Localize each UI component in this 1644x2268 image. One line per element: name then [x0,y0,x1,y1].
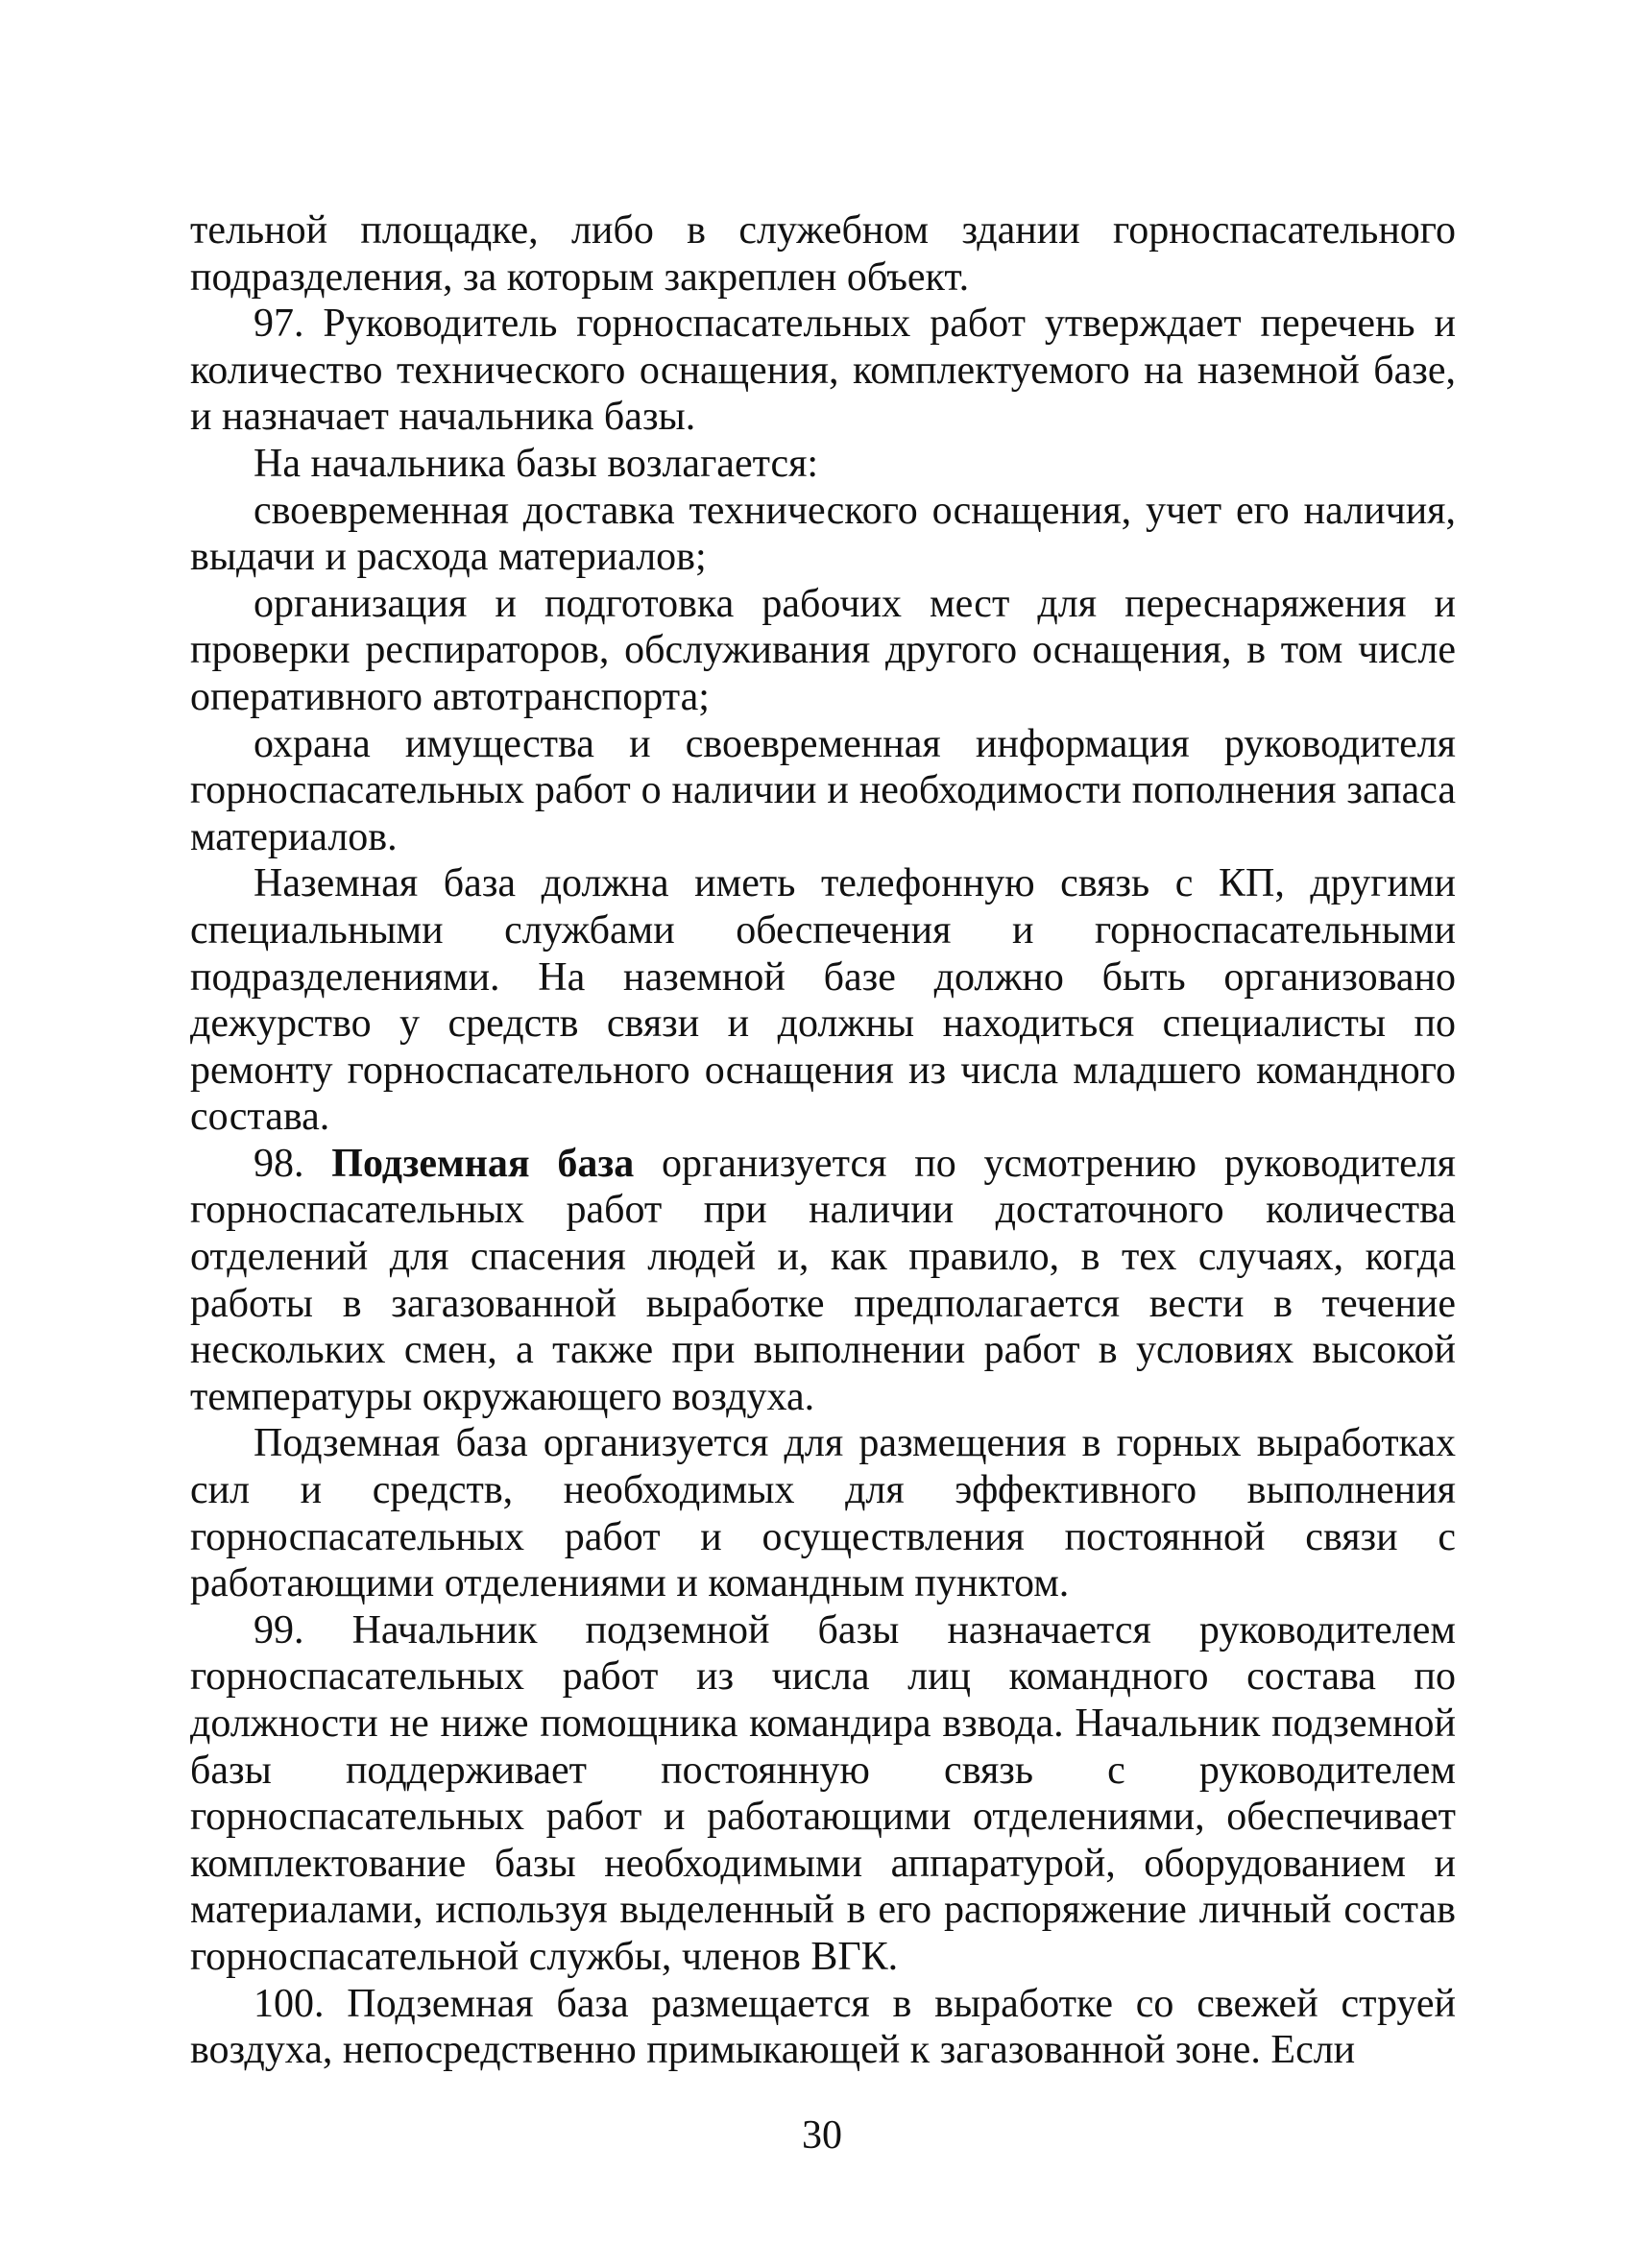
bold-term-underground-base: Подземная база [331,1141,635,1186]
paragraph-continuation: тельной площадке, либо в служебном здании горноспасательного подразделения, за которым закреплен объект. [190,208,1456,300]
paragraph-duty-workplaces: организация и подготовка рабочих мест для переснаряжения и проверки респираторов, обслуживания другого оснащения, в том числе оперативного автотранспорта; [190,581,1456,719]
paragraph-97: 97. Руководитель горноспасательных работ утверждает перечень и количество технического оснащения, комплектуемого на наземной базе, и назначает начальника базы. [190,302,1456,440]
paragraph-duty-security: охрана имущества и своевременная информация руководителя горноспасательных работ о наличии и необходимости пополнения запаса материалов. [190,721,1456,859]
body-text [190,207,1456,2074]
paragraph-surface-base-comms: Наземная база должна иметь телефонную связь с КП, другими специальными службами обеспечения и горноспасательными подразделениями. На наземной базе должно быть организовано дежурство у средств связи и должны находиться специалисты по ремонту горноспасательного оснащения из числа младшего командного состава. [190,861,1456,1140]
paragraph-99: 99. Начальник подземной базы назначается руководителем горноспасательных работ из числа лиц командного состава по должности не ниже помощника командира взвода. Начальник подземной базы поддерживает постоянную связь с руководителем горноспасательных работ и работающими отделениями, обеспечивает комплектование базы необходимыми аппаратурой, оборудованием и материалами, используя выделенный в его распоряжение личный состав горноспасательной службы, членов ВГК. [190,1607,1456,1979]
paragraph-duty-delivery: своевременная доставка технического оснащения, учет его наличия, выдачи и расхода материалов; [190,488,1456,580]
paragraph-98 [190,1141,1456,1421]
paragraph-98-text: организуется по усмотрению руководителя горноспасательных работ при наличии достаточного количества отделений для спасения людей и, как правило, в тех случаях, когда работы в загазованной выработке предполагается вести в течение нескольких смен, а также при выполнении работ в условиях высокой температуры окружающего воздуха. [190,1141,1456,1419]
paragraph-98-number: 98. [254,1141,304,1186]
paragraph-underground-base-purpose: Подземная база организуется для размещения в горных выработках сил и средств, необходимых для эффективного выполнения горноспасательных работ и осуществления постоянной связи с работающими отделениями и командным пунктом. [190,1421,1456,1606]
paragraph-100: 100. Подземная база размещается в выработке со свежей струей воздуха, непосредственно примыкающей к загазованной зоне. Если [190,1981,1456,2073]
page-number: 30 [802,2113,842,2158]
paragraph-duties-intro: На начальника базы возлагается: [254,441,819,486]
